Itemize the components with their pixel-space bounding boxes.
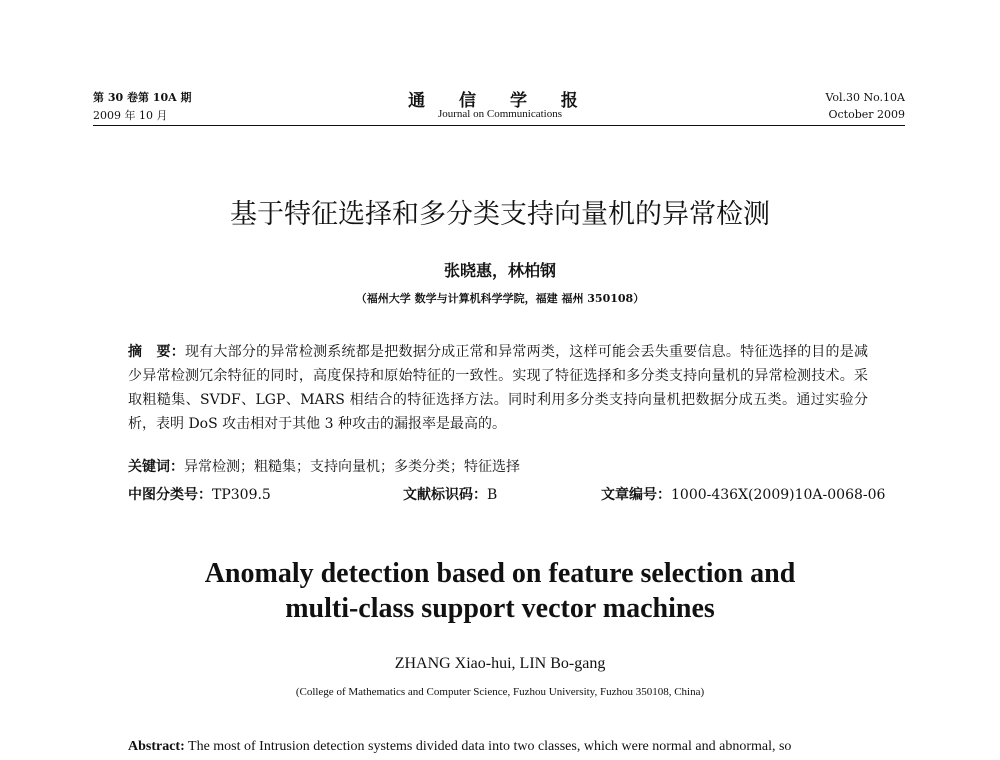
paper-title-en-line1: Anomaly detection based on feature selection and	[204, 558, 796, 589]
affiliation-cn: （福州大学 数学与计算机科学学院，福建 福州 350108）	[355, 292, 645, 305]
article-number	[601, 484, 885, 504]
paper-title-cn: 基于特征选择和多分类支持向量机的异常检测	[230, 199, 770, 230]
paper-title-en-line2: multi-class support vector machines	[285, 593, 715, 624]
clc-label: 中图分类号：	[128, 487, 212, 503]
date-cn: 2009 年 10 月	[93, 109, 168, 122]
date-en: October 2009	[828, 108, 905, 121]
doc-code-value: B	[487, 487, 498, 503]
header-rule	[93, 125, 905, 126]
authors-en: ZHANG Xiao-hui, LIN Bo-gang	[394, 655, 606, 672]
abstract-text-cn: 现有大部分的异常检测系统都是把数据分成正常和异常两类，这样可能会丢失重要信息。特征选择的目的是减少异常检测冗余特征的同时，高度保持和原始特征的一致性。实现了特征选择和多分类支持向量机的异常检测技术。采取粗糙集、SVDF、LGP、MARS 相结合的特征选择方法。同时利用多分类支持向量机把数据分成五类。通过实验分析，表明 DoS 攻击相对于其他 3 种攻击的漏报率是最高的。	[128, 344, 869, 432]
doc-code-label: 文献标识码：	[403, 487, 487, 503]
paper-title-en	[0, 556, 1000, 626]
abstract-text-en: The most of Intrusion detection systems divided data into two classes, which were normal and abnormal, so	[184, 739, 792, 754]
affiliation-en: (College of Mathematics and Computer Science, Fuzhou University, Fuzhou 350108, China)	[295, 686, 705, 698]
keywords-text-cn: 异常检测；粗糙集；支持向量机；多类分类；特征选择	[184, 459, 520, 475]
keywords-cn	[128, 456, 520, 476]
abstract-label-cn: 摘 要：	[128, 344, 185, 360]
document-code	[403, 484, 497, 504]
volume-issue-en: Vol.30 No.10A	[825, 91, 905, 104]
authors-cn: 张晓惠，林柏钢	[443, 261, 556, 280]
keywords-label-cn: 关键词：	[128, 459, 184, 475]
abstract-cn	[128, 340, 868, 436]
article-no-value: 1000-436X(2009)10A-0068-06	[671, 487, 886, 503]
abstract-en	[128, 739, 873, 755]
journal-name-cn: 通 信 学 报	[408, 91, 592, 111]
journal-name-en: Journal on Communications	[437, 108, 563, 120]
abstract-label-en: Abstract:	[128, 739, 185, 754]
volume-issue-cn: 第 30 卷第 10A 期	[93, 91, 192, 104]
article-no-label: 文章编号：	[601, 487, 671, 503]
clc-number	[128, 484, 271, 504]
clc-value: TP309.5	[212, 487, 271, 503]
